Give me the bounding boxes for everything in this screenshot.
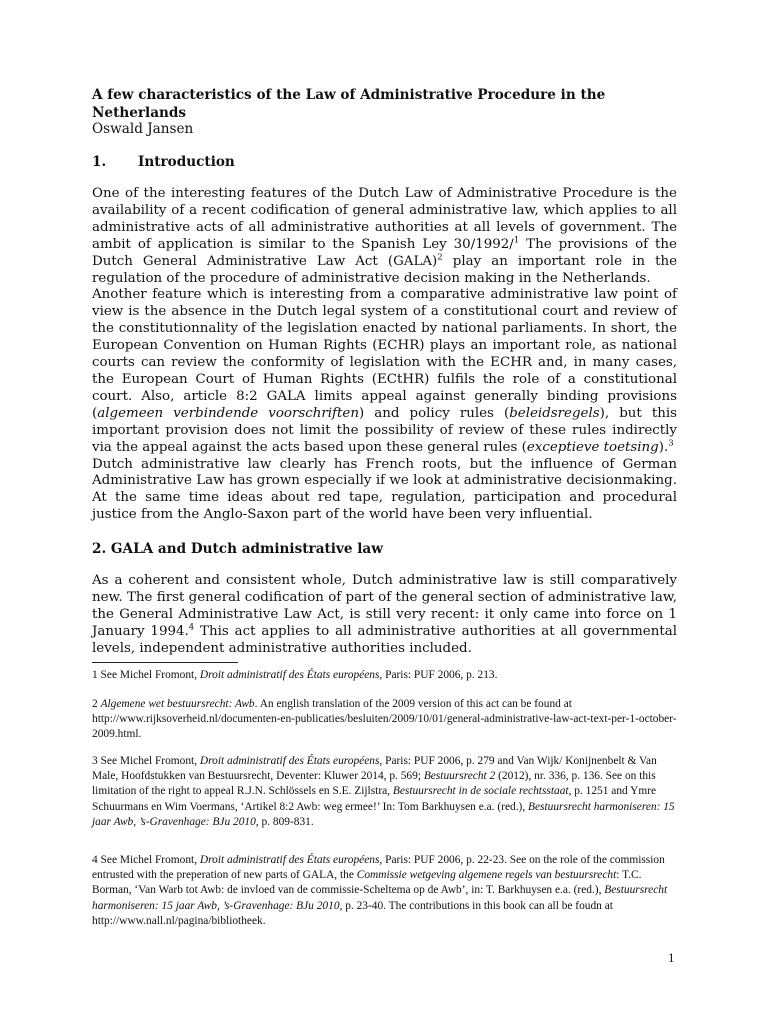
text-run: See Michel Fromont, — [97, 755, 200, 767]
italic-citation: Commissie wetgeving algemene regels van bestuursrecht — [356, 869, 617, 882]
footnote-1 — [92, 668, 680, 683]
text-run: (2012), nr. 336, p. 136. See on this limitation of the right to appeal R.J.N. Schlössels en S.E. Zijlstra, — [92, 770, 656, 798]
italic-citation: Bestuursrecht harmoniseren: 15 jaar Awb, ’s-Gravenhage: BJu 2010, — [92, 800, 675, 828]
paragraph-gala-1 — [92, 573, 677, 658]
paragraph-intro-3: Dutch administrative law clearly has French roots, but the influence of German Administrative Law has grown especially if we look at administrative decisionmaking. At the same time ideas about red tape, regulation, participation and procedural justice from the Anglo-Saxon part of the world have been very influential. — [92, 456, 677, 523]
text-run: : T.C. Borman, ‘Van Warb tot Awb: de invloed van de commissie-Scheltema op de Awb’, in: T. Barkhuysen e.a. (red.), — [92, 869, 642, 897]
footnote-number: 2 — [92, 698, 98, 710]
document-title: A few characteristics of the Law of Administrative Procedure in the Netherlands — [92, 87, 606, 121]
text-run: play an important role in the regulation of the procedure of administrative decision making in the Netherlands. — [92, 253, 677, 286]
section-1-heading — [92, 153, 235, 171]
italic-term: algemeen verbindende voorschriften — [97, 405, 359, 421]
italic-citation: Bestuursrecht harmoniseren: 15 jaar Awb, ’s-Gravenhage: BJu 2010, — [92, 884, 668, 912]
paragraph-intro-2 — [92, 287, 677, 456]
text-run: Another feature which is interesting from a comparative administrative law point of view is the absence in the Dutch legal system of a constitutional court and review of the constitutionnality of the legislation enacted by national parliaments. In short, the European Convention on Human Rights (ECHR) plays an important role, as national courts can review the conformity of legislation with the ECHR and, in many cases, the European Court of Human Rights (ECtHR) fulfils the role of a constitutional court. Also, article 8:2 GALA limits appeal against generally binding provisions ( — [92, 287, 677, 421]
text-run[interactable]: . An english translation of the 2009 version of this act can be found at http://www.rijksoverheid.nl/documenten-en-publicaties/besluiten/2009/10/01/general-administrative-law-act-text-per-1-october-2009.html. — [92, 698, 677, 741]
section-1-title: Introduction — [138, 154, 235, 170]
footnote-number: 4 — [92, 854, 98, 866]
text-run: , p. 1251 and Ymre Schuurmans en Wim Voermans, ‘Artikel 8:2 Awb: weg ermee!’ In: Tom Barkhuysen e.a. (red.), — [92, 785, 657, 813]
text-run: p. 809-831. — [258, 815, 314, 828]
section-1-body — [92, 186, 677, 524]
text-run: ), but this important provision does not limit the possibility of review of these rules indirectly via the appeal against the acts based upon these general rules ( — [92, 405, 677, 455]
text-run: ) and policy rules ( — [358, 405, 510, 421]
italic-citation: Bestuursrecht 2 — [423, 770, 496, 783]
footnote-ref-3[interactable]: 3 — [668, 438, 674, 449]
text-run: This act applies to all administrative authorities at all governmental levels, independent administrative authorities included. — [92, 623, 677, 656]
footnote-ref-1[interactable]: 1 — [513, 235, 520, 246]
text-run: One of the interesting features of the Dutch Law of Administrative Procedure is the availability of a recent codification of general administrative law, which applies to all administrative acts of all administrative authorities at all levels of government. The ambit of application is similar to the Spanish Ley 30/1992/ — [92, 186, 677, 252]
italic-citation: Droit administratif des États européens — [199, 854, 380, 866]
footnote-ref-2[interactable]: 2 — [437, 252, 443, 263]
text-run: As a coherent and consistent whole, Dutch administrative law is still comparatively new. The first general codification of part of the general section of administrative law, the General Administrative Law Act, is still very recent: it only came into force on 1 January 1994. — [92, 573, 677, 639]
text-run: ). — [658, 439, 669, 455]
footnote-ref-4[interactable]: 4 — [188, 622, 195, 633]
footnote-number: 3 — [92, 755, 98, 767]
footnote-2 — [92, 697, 680, 743]
section-2-heading: 2. GALA and Dutch administrative law — [92, 541, 383, 557]
section-1-number: 1. — [92, 154, 107, 170]
text-run[interactable]: p. 23-40. The contributions in this book can all be foudn at http://www.nall.nl/pagina/bibliotheek. — [92, 899, 613, 927]
footnote-3 — [92, 754, 680, 830]
page-number: 1 — [668, 950, 675, 965]
italic-term: exceptieve toetsing — [526, 439, 659, 455]
paragraph-intro-1 — [92, 186, 677, 287]
italic-citation: Algemene wet bestuursrecht: Awb — [100, 698, 255, 710]
section-2-body — [92, 573, 677, 658]
footnote-separator — [92, 662, 238, 663]
text-run: The provisions of the Dutch General Administrative Law Act (GALA) — [92, 236, 677, 269]
text-run: See Michel Fromont, — [97, 669, 200, 681]
text-run: See Michel Fromont, — [97, 854, 200, 866]
italic-citation: Droit administratif des États européens — [199, 669, 380, 681]
text-run: , Paris: PUF 2006, p. 22-23. See on the role of the commission entrusted with the preperation of new parts of GALA, the — [92, 854, 665, 882]
footnote-number: 1 — [92, 669, 98, 681]
text-run: , Paris: PUF 2006, p. 213. — [379, 669, 498, 681]
author-name: Oswald Jansen — [92, 121, 194, 137]
text-run: Paris: PUF 2006, p. 279 and Van Wijk/ Konijnenbelt & Van Male, Hoofdstukken van Bestuursrecht, Deventer: Kluwer 2014, p. 569; — [92, 755, 657, 783]
italic-term: beleidsregels — [509, 405, 600, 421]
italic-citation: Bestuursrecht in de sociale rechtsstaat — [392, 785, 569, 798]
footnote-4 — [92, 853, 680, 929]
italic-citation: Droit administratif des États européens, — [199, 755, 383, 767]
